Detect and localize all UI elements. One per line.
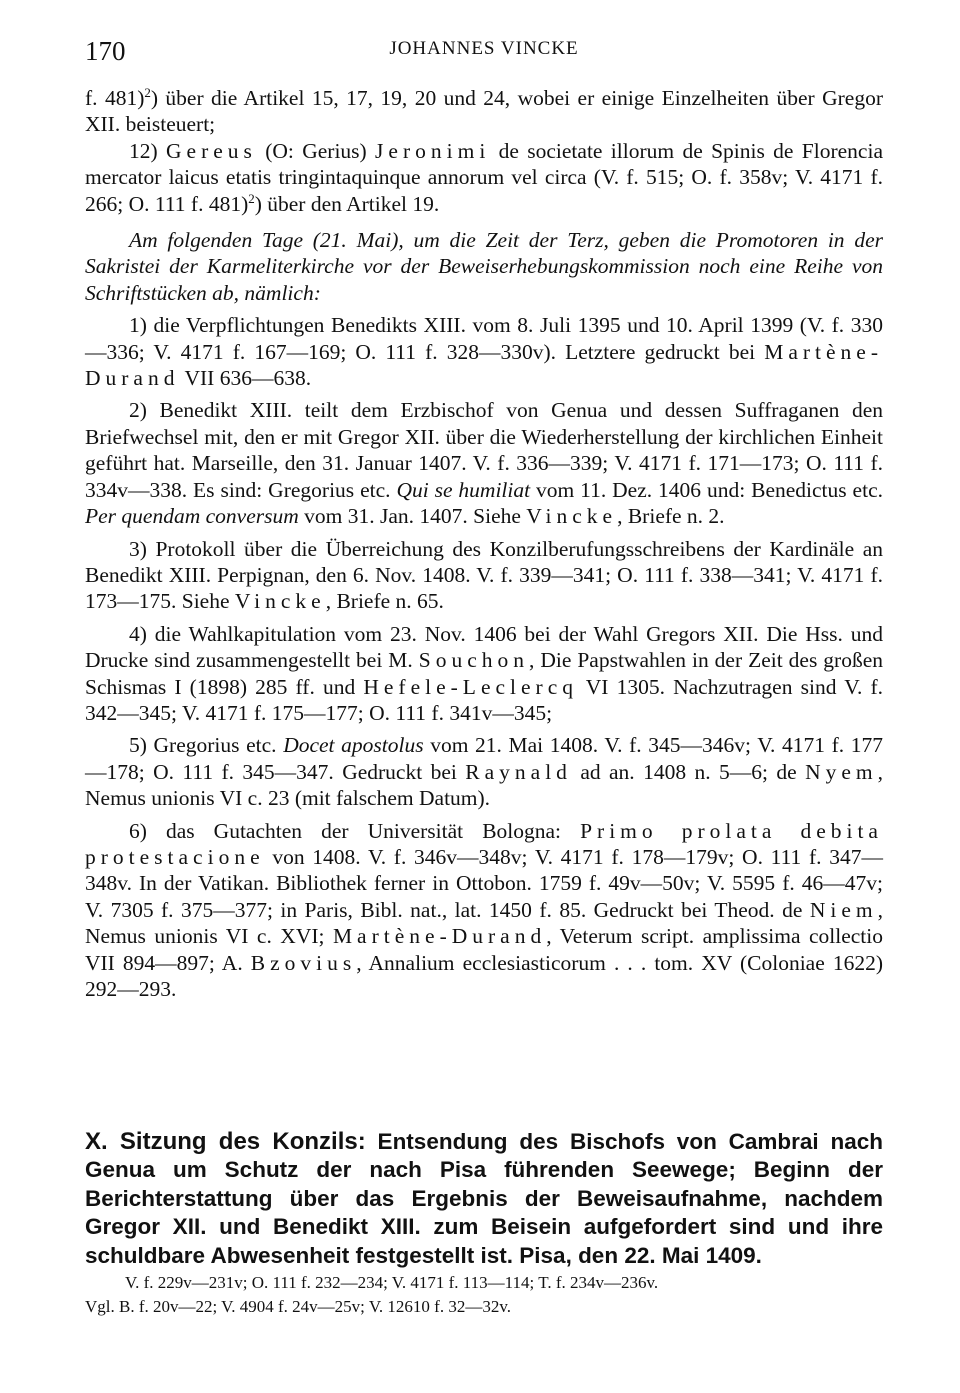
author-name: Vincke [234, 589, 326, 614]
paragraph-continuation: f. 481)$^2$) über die Artikel 15, 17, 19, 20 und 24, wobei er einige Einzelheiten über Gregor XII. beisteuert; [85, 85, 883, 137]
reference-line: Vgl. B. f. 20v—22; V. 4904 f. 24v—25v; V. 12610 f. 32—32v. [85, 1297, 511, 1316]
author-name: Nyem [805, 759, 878, 784]
author-name: Bzovius [250, 950, 357, 975]
author-name: Niem [809, 897, 878, 922]
list-item: 4) die Wahlkapitulation vom 23. Nov. 1406 bei der Wahl Gregors XII. Die Hss. und Drucke sind zusammengestellt bei M. Souchon, Die Papstwahlen in der Zeit des großen Schismas I (1898) 285 ff. und Hefele-Leclercq VI 1305. Nachzutragen sind V. f. 342—345; V. 4171 f. 175—177; O. 111 f. 341v—345; [85, 621, 883, 725]
italic-paragraph: Am folgenden Tage (21. Mai), um die Zeit der Terz, geben die Promotoren in der Sakristei der Karmeliterkirche vor der Beweiserhebungskommission noch eine Reihe von Schriftstücken ab, nämlich: [85, 228, 883, 305]
page-header [85, 36, 883, 70]
author-name: Martène-Durand [85, 339, 883, 391]
person-name: Jeronimi [375, 138, 491, 163]
list-item: 6) das Gutachten der Universität Bologna: Primo prolata debita protestacione von 1408. V. f. 346v—348v; V. 4171 f. 178—179v; O. 111 f. 347—348v. In der Vatikan. Bibliothek ferner in Ottobon. 1759 f. 49v—50v; V. 5595 f. 46—47v; V. 7305 f. 375—377; in Paris, Bibl. nat., lat. 1450 f. 85. Gedruckt bei Theod. de Niem, Nemus unionis VI c. XVI; Martène-Durand, Veterum script. amplissima collectio VII 894—897; A. Bzovius, Annalium ecclesiasticorum . . . tom. XV (Coloniae 1622) 292—293. [85, 818, 883, 1001]
list-item: 2) Benedikt XIII. teilt dem Erzbischof von Genua und dessen Suffraganen den Briefwechsel mit, den er mit Gregor XII. über die Wiederherstellung der kirchlichen Einheit geführt hat. Marseille, den 31. Januar 1407. V. f. 336—339; V. 4171 f. 171—173; O. 111 f. 334v—338. Es sind: Gregorius etc. Qui se humiliat vom 11. Dez. 1406 und: Benedictus etc. Per quendam conversum vom 31. Jan. 1407. Siehe Vincke, Briefe n. 2. [85, 398, 883, 529]
section-heading: X. Sitzung des Konzils: Entsendung des Bischofs von Cambrai nach Genua um Schutz der nach Pisa führenden Seewege; Beginn der Berichterstattung über das Ergebnis der Beweisaufnahme, nachdem Gregor XII. und Benedikt XIII. zum Beisein aufgefordert sind und ihre schuldbare Abwesenheit festgestellt ist. Pisa, den 22. Mai 1409. [85, 1128, 883, 1268]
running-head: JOHANNES VINCKE [389, 38, 579, 59]
list-item: 3) Protokoll über die Überreichung des Konzilberufungsschreibens der Kardinäle an Benedikt XIII. Perpignan, den 6. Nov. 1408. V. f. 339—341; O. 111 f. 338—341; V. 4171 f. 173—175. Siehe Vincke, Briefe n. 65. [85, 536, 883, 614]
page-number: 170 [85, 36, 126, 66]
source-references [85, 1271, 883, 1319]
body-text [85, 85, 883, 1002]
author-name: Raynald [465, 759, 572, 784]
list-item: 5) Gregorius etc. Docet apostolus vom 21. Mai 1408. V. f. 345—346v; V. 4171 f. 177—178; O. 111 f. 345—347. Gedruckt bei Raynald ad an. 1408 n. 5—6; de Nyem, Nemus unionis VI c. 23 (mit falschem Datum). [85, 733, 884, 811]
list-item: 1) die Verpflichtungen Benedikts XIII. vom 8. Juli 1395 und 10. April 1399 (V. f. 330—336; V. 4171 f. 167—169; O. 111 f. 328—330v). Letztere gedruckt bei Martène-Durand VII 636—638. [85, 313, 883, 391]
witness-paragraph: 12) Gereus (O: Gerius) Jeronimi de societate illorum de Spinis de Florencia mercator laicus etatis tringintaquinque annorum vel circa (V. f. 515; O. f. 358v; V. 4171 f. 266; O. 111 f. 481)$^2$) über den Artikel 19. [85, 138, 883, 216]
author-name: Hefele-Leclercq [363, 674, 578, 699]
reference-line: V. f. 229v—231v; O. 111 f. 232—234; V. 4171 f. 113—114; T. f. 234v—236v. [125, 1273, 659, 1292]
author-name: Martène-Durand [332, 924, 547, 949]
author-name: Vincke [526, 504, 618, 529]
person-name: Gereus [166, 138, 257, 163]
author-name: Souchon [418, 648, 529, 673]
